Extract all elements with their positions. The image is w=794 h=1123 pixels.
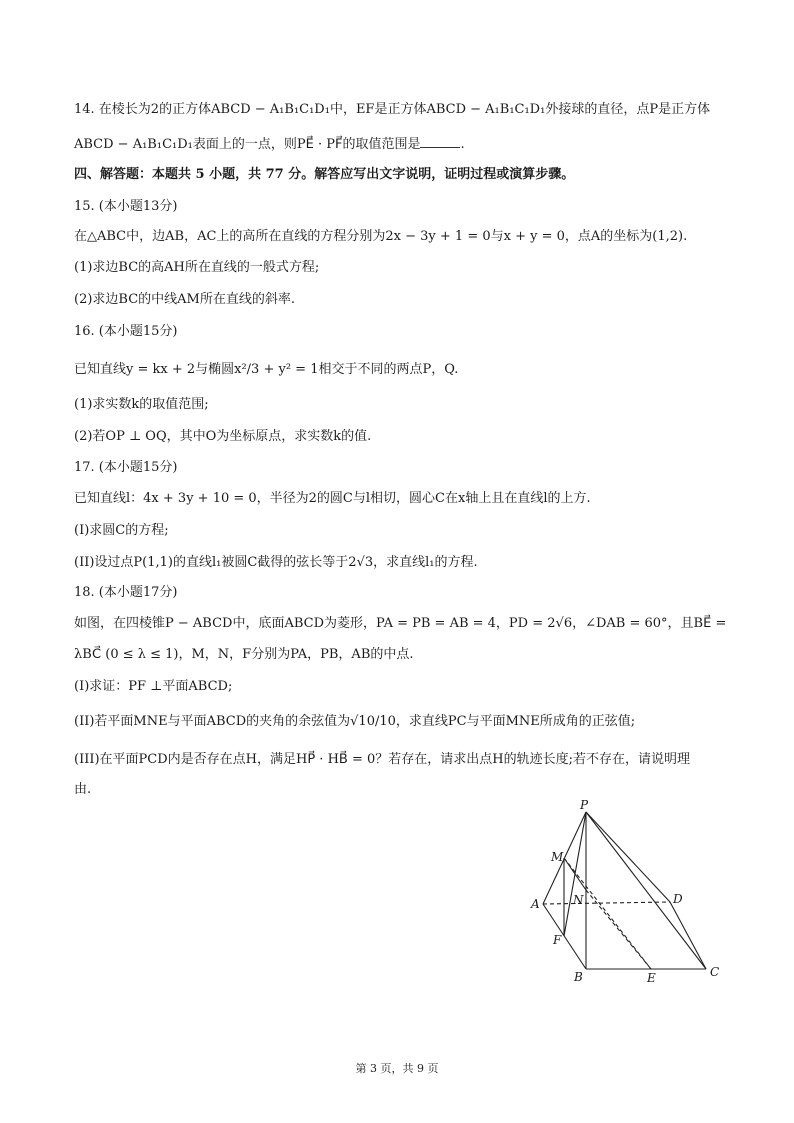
q15-part-1: (1)求边BC的高AH所在直线的一般式方程; [74, 260, 320, 275]
label-b: B [574, 970, 583, 984]
q16-header: 16. (本小题15分) [74, 324, 178, 339]
label-c: C [710, 965, 720, 979]
edge-pd [586, 812, 670, 902]
q14-line-1: 14. 在棱长为2的正方体ABCD − A₁B₁C₁D₁中，EF是正方体ABCD − A₁B₁C₁D₁外接球的直径，点P是正方体 [74, 102, 711, 117]
label-n: N [573, 893, 584, 907]
q18-part-1: (I)求证：PF ⊥平面ABCD; [74, 679, 233, 694]
q17-part-2: (II)设过点P(1,1)的直线l₁被圆C截得的弦长等于2√3，求直线l₁的方程. [74, 555, 478, 570]
q14-line-2 [74, 135, 724, 155]
page-footer: 第 3 页，共 9 页 [355, 1062, 439, 1075]
q15-stem: 在△ABC中，边AB，AC上的高所在直线的方程分别为2x − 3y + 1 = 0与x + y = 0，点A的坐标为(1,2). [74, 229, 688, 244]
q14-line-2-end: . [460, 137, 465, 152]
q18-part-3-line-1: (III)在平面PCD内是否存在点H，满足HP⃗ · HB⃗ = 0？若存在，请求出点H的轨迹长度;若不存在，请说明理 [74, 752, 690, 767]
q14-line-2-text: ABCD − A₁B₁C₁D₁表面上的一点，则PE⃗ · PF⃗的取值范围是 [74, 137, 421, 152]
q18-part-2: (II)若平面MNE与平面ABCD的夹角的余弦值为√10/10，求直线PC与平面MNE所成角的正弦值; [74, 714, 636, 729]
q17-part-1: (I)求圆C的方程; [74, 523, 169, 538]
pyramid-figure [528, 800, 728, 990]
label-f: F [553, 933, 562, 947]
section-heading: 四、解答题：本题共 5 小题，共 77 分。解答应写出文字说明，证明过程或演算步骤。 [74, 167, 575, 182]
segment-ne-hidden [586, 890, 651, 969]
q15-part-2: (2)求边BC的中线AM所在直线的斜率. [74, 292, 295, 307]
q18-stem-1: 如图，在四棱锥P − ABCD中，底面ABCD为菱形，PA = PB = AB = 4，PD = 2√6，∠DAB = 60°，且BE⃗ = [74, 616, 727, 631]
label-p: P [580, 800, 589, 812]
q18-header: 18. (本小题17分) [74, 585, 178, 600]
segment-me-hidden [564, 858, 651, 969]
edge-pc [586, 812, 706, 969]
q18-part-3-line-2: 由. [74, 782, 92, 797]
q16-part-2: (2)若OP ⊥ OQ，其中O为坐标原点，求实数k的值. [74, 429, 372, 444]
edge-ad-hidden [543, 902, 670, 904]
segment-pf [564, 812, 586, 936]
answer-blank [420, 135, 460, 148]
edge-cd [670, 902, 706, 969]
q18-stem-2: λBC⃗ (0 ≤ λ ≤ 1)，M，N，F分别为PA，PB，AB的中点. [74, 647, 414, 662]
pyramid-diagram [528, 800, 728, 990]
label-a: A [531, 897, 540, 911]
q16-stem: 已知直线y = kx + 2与椭圆x²/3 + y² = 1相交于不同的两点P，Q. [74, 362, 459, 377]
q17-header: 17. (本小题15分) [74, 460, 178, 475]
label-d: D [673, 892, 683, 906]
label-m: M [551, 850, 564, 864]
q16-part-1: (1)求实数k的取值范围; [74, 397, 209, 412]
q17-stem: 已知直线l：4x + 3y + 10 = 0，半径为2的圆C与l相切，圆心C在x轴上且在直线l的上方. [74, 491, 591, 506]
q15-header: 15. (本小题13分) [74, 199, 178, 214]
label-e: E [647, 971, 656, 985]
